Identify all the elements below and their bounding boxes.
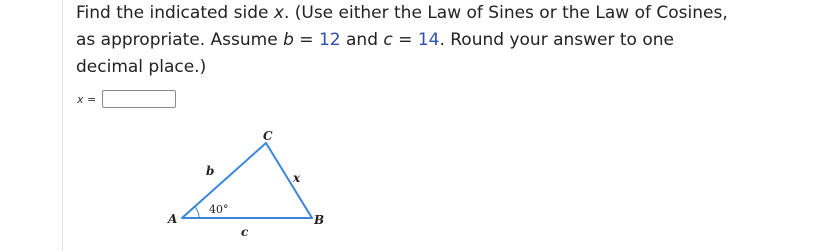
variable-x: x: [273, 3, 284, 23]
equals-sign: =: [293, 30, 319, 50]
answer-label: x =: [77, 92, 97, 106]
angle-label: 40°: [209, 203, 229, 216]
question-text-part: . Round your answer to one: [439, 30, 674, 50]
question-text-part: and: [340, 30, 384, 50]
question-text-part: decimal place.): [76, 57, 207, 77]
given-b-value: 12: [318, 30, 341, 50]
equals-sign: =: [392, 30, 418, 50]
vertex-a-label: A: [168, 212, 178, 226]
variable-b: b: [283, 30, 294, 50]
question-text-part: Find the indicated side: [76, 3, 274, 23]
vertex-b-label: B: [314, 213, 325, 227]
question-text-part: . (Use either the Law of Sines or the Law of Cosines,: [283, 3, 728, 23]
side-c-label: c: [241, 225, 249, 239]
side-b-label: b: [206, 164, 215, 178]
variable-c: c: [383, 30, 393, 50]
given-c-value: 14: [417, 30, 440, 50]
vertex-c-label: C: [263, 129, 273, 143]
angle-arc: [195, 207, 199, 218]
question-text-part: as appropriate. Assume: [76, 30, 284, 50]
side-x-label: x: [293, 171, 301, 185]
